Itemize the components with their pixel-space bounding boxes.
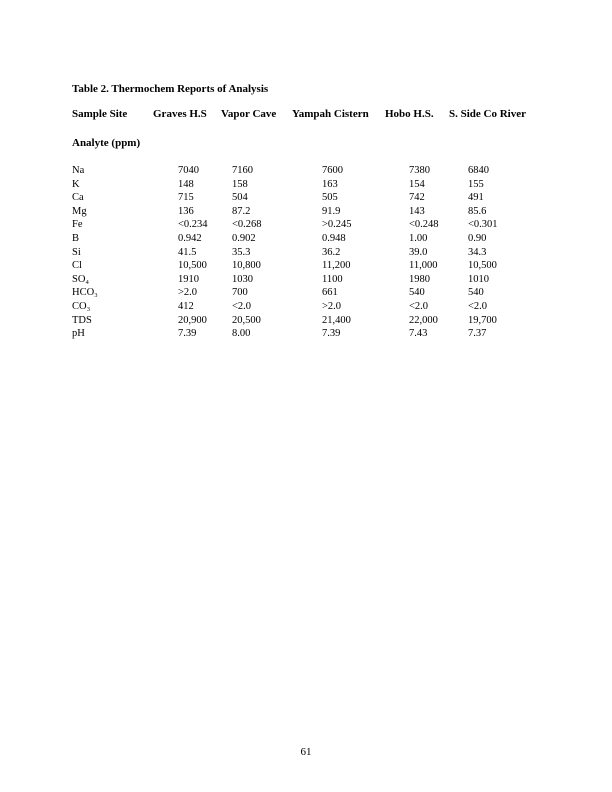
table-row [0, 273, 612, 287]
value-hobo: 143 [409, 205, 425, 217]
value-hobo: 7.43 [409, 328, 428, 340]
analysis-table [0, 164, 612, 341]
value-graves: 412 [178, 300, 194, 312]
value-yampah: 163 [322, 178, 338, 190]
table-row [0, 205, 612, 219]
value-yampah: 91.9 [322, 205, 341, 217]
table-row [0, 232, 612, 246]
table-row [0, 327, 612, 341]
value-graves: 0.942 [178, 232, 202, 244]
value-hobo: 22,000 [409, 314, 438, 326]
analyte-label: HCO₃ [72, 287, 98, 299]
value-graves: 41.5 [178, 246, 197, 258]
table-row [0, 259, 612, 273]
value-vapor-cave: 158 [232, 178, 248, 190]
value-yampah: >0.245 [322, 219, 352, 231]
table-title: Table 2. Thermochem Reports of Analysis [72, 83, 269, 95]
site-header-yampah: Yampah Cistern [292, 108, 369, 120]
analyte-label: SO₄ [72, 273, 90, 285]
value-yampah: 0.948 [322, 232, 346, 244]
page-number: 61 [300, 746, 312, 758]
value-hobo: 7380 [409, 165, 430, 176]
table-row [0, 300, 612, 314]
analyte-label: Mg [72, 205, 87, 217]
value-yampah: 7.39 [322, 328, 341, 340]
table-row [0, 218, 612, 232]
value-south-side: 10,500 [468, 260, 497, 272]
value-south-side: 6840 [468, 165, 489, 176]
value-graves: 148 [178, 178, 194, 190]
value-hobo: 39.0 [409, 246, 428, 258]
value-south-side: 19,700 [468, 314, 497, 326]
value-south-side: 491 [468, 192, 484, 204]
value-graves: 7040 [178, 165, 199, 176]
table-row [0, 178, 612, 192]
table-row [0, 286, 612, 300]
value-graves: 715 [178, 192, 194, 204]
value-hobo: 154 [409, 178, 425, 190]
value-vapor-cave: 87.2 [232, 205, 251, 217]
value-vapor-cave: 700 [232, 287, 248, 299]
value-hobo: 1980 [409, 273, 430, 285]
table-row [0, 164, 612, 178]
value-hobo: <0.248 [409, 219, 439, 231]
table-row [0, 246, 612, 260]
value-south-side: <0.301 [468, 219, 498, 231]
value-yampah: 21,400 [322, 314, 351, 326]
analyte-label: K [72, 178, 80, 190]
site-header-hobo: Hobo H.S. [385, 108, 434, 120]
table-row [0, 314, 612, 328]
analyte-label: Si [72, 246, 81, 258]
site-header-south-side: S. Side Co River [449, 108, 526, 120]
value-graves: 7.39 [178, 328, 197, 340]
value-south-side: 0.90 [468, 232, 487, 244]
value-yampah: 11,200 [322, 260, 351, 272]
value-yampah: 1100 [322, 273, 343, 285]
value-vapor-cave: 1030 [232, 273, 253, 285]
value-hobo: 540 [409, 287, 425, 299]
site-header-graves: Graves H.S [153, 108, 207, 120]
value-yampah: 7600 [322, 165, 343, 176]
value-vapor-cave: <2.0 [232, 300, 252, 312]
value-graves: 20,900 [178, 314, 207, 326]
value-vapor-cave: <0.268 [232, 219, 262, 231]
site-header-vapor-cave: Vapor Cave [221, 108, 277, 120]
value-south-side: 155 [468, 178, 484, 190]
value-hobo: <2.0 [409, 300, 429, 312]
analyte-label: Fe [72, 219, 83, 231]
value-graves: 136 [178, 205, 194, 217]
value-vapor-cave: 0.902 [232, 232, 256, 244]
analyte-subheader: Analyte (ppm) [72, 137, 141, 149]
value-hobo: 742 [409, 192, 425, 204]
value-south-side: <2.0 [468, 300, 488, 312]
analyte-label: Ca [72, 192, 84, 204]
value-south-side: 1010 [468, 273, 489, 285]
analyte-label: CO₃ [72, 300, 91, 312]
analyte-label: TDS [72, 314, 92, 326]
value-graves: 10,500 [178, 260, 207, 272]
analyte-label: B [72, 232, 80, 244]
value-south-side: 540 [468, 287, 484, 299]
value-yampah: 505 [322, 192, 338, 204]
value-south-side: 34.3 [468, 246, 487, 258]
value-graves: >2.0 [178, 287, 198, 299]
value-south-side: 7.37 [468, 328, 487, 340]
analyte-label: Cl [72, 260, 82, 272]
sample-site-header: Sample Site [72, 108, 128, 120]
value-yampah: >2.0 [322, 300, 342, 312]
analyte-label: pH [72, 328, 85, 340]
value-hobo: 1.00 [409, 232, 428, 244]
value-south-side: 85.6 [468, 205, 487, 217]
table-row [0, 191, 612, 205]
value-graves: 1910 [178, 273, 199, 285]
value-hobo: 11,000 [409, 260, 438, 272]
value-vapor-cave: 504 [232, 192, 248, 204]
value-vapor-cave: 35.3 [232, 246, 251, 258]
value-yampah: 36.2 [322, 246, 341, 258]
value-vapor-cave: 7160 [232, 165, 253, 176]
value-vapor-cave: 10,800 [232, 260, 261, 272]
value-vapor-cave: 8.00 [232, 328, 251, 340]
value-yampah: 661 [322, 287, 338, 299]
analyte-label: Na [72, 165, 85, 176]
value-vapor-cave: 20,500 [232, 314, 261, 326]
value-graves: <0.234 [178, 219, 208, 231]
